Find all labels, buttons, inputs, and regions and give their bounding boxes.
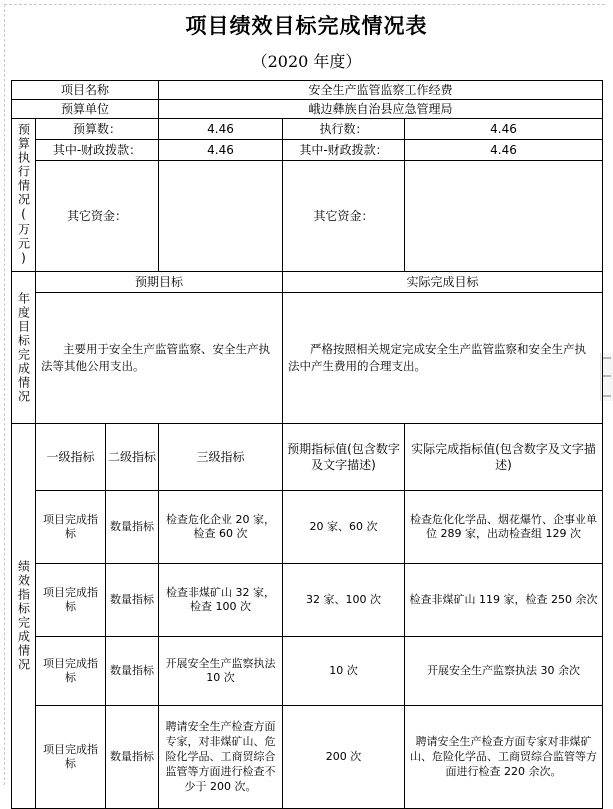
budget-unit-label: 预算单位 (12, 100, 159, 119)
execution-number-label: 执行数： (283, 119, 405, 140)
actual-target-text: 严格按照相关规定完成安全生产监管监察和安全生产执法中产生费用的合理支出。 (283, 293, 603, 424)
budget-unit-value: 峨边彝族自治县应急管理局 (159, 100, 603, 119)
indicator-expected-value: 32 家、100 次 (283, 564, 405, 637)
indicator-level3: 检查危化企业 20 家，检查 60 次 (159, 491, 283, 564)
column-header-expected: 预期指标值(包含数字及文字描述) (283, 424, 405, 491)
indicator-level1: 项目完成指标 (36, 637, 106, 706)
side-label-budget-execution (12, 119, 36, 272)
project-name-label: 项目名称 (12, 81, 159, 100)
indicator-level3: 聘请安全生产检查方面专家，对非煤矿山、危险化学品、工商贸综合监管等方面进行检查不少于 200 次。 (159, 706, 283, 809)
table-row (12, 564, 603, 637)
column-header-actual: 实际完成指标值(包含数字及文字描述) (405, 424, 603, 491)
table-row-project-name (12, 81, 603, 100)
execution-fiscal-label: 其中-财政拨款： (283, 140, 405, 161)
indicator-level1: 项目完成指标 (36, 706, 106, 809)
project-name-value: 安全生产监管监察工作经费 (159, 81, 603, 100)
indicator-expected-value: 20 家、60 次 (283, 491, 405, 564)
indicator-level1: 项目完成指标 (36, 491, 106, 564)
indicator-level2: 数量指标 (106, 706, 159, 809)
page-subtitle: （2020 年度） (251, 52, 362, 71)
execution-fiscal-value: 4.46 (405, 140, 603, 161)
budget-fiscal-value: 4.46 (159, 140, 283, 161)
indicator-level3: 检查非煤矿山 32 家，检查 100 次 (159, 564, 283, 637)
budget-other-label: 其它资金： (36, 161, 159, 272)
table-row-annual-target-headers (12, 272, 603, 293)
indicator-actual-value: 开展安全生产监察执法 30 余次 (405, 637, 603, 706)
indicator-level2: 数量指标 (106, 491, 159, 564)
table-row (12, 706, 603, 809)
table-row-indicator-headers (12, 424, 603, 491)
expected-target-text: 主要用于安全生产监管监察、安全生产执法等其他公用支出。 (36, 293, 283, 424)
side-label-performance-indicators (12, 424, 36, 809)
indicator-actual-value: 检查非煤矿山 119 家，检查 250 余次 (405, 564, 603, 637)
column-header-level2: 二级指标 (106, 424, 159, 491)
execution-number-value: 4.46 (405, 119, 603, 140)
indicator-expected-value: 10 次 (283, 637, 405, 706)
actual-target-header: 实际完成目标 (283, 272, 603, 293)
budget-fiscal-label: 其中-财政拨款： (36, 140, 159, 161)
table-row (12, 491, 603, 564)
column-header-level1: 一级指标 (36, 424, 106, 491)
indicator-level3: 开展安全生产监察执法 10 次 (159, 637, 283, 706)
column-header-level3: 三级指标 (159, 424, 283, 491)
budget-number-label: 预算数： (36, 119, 159, 140)
indicator-level2: 数量指标 (106, 564, 159, 637)
performance-report-table (11, 80, 603, 809)
indicator-expected-value: 200 次 (283, 706, 405, 809)
side-label-performance-indicators-text: 绩效指标完成情况 (16, 560, 31, 673)
indicator-actual-value: 聘请安全生产检查方面专家对非煤矿山、危险化学品、工商贸综合监管等方面进行检查 220 余次。 (405, 706, 603, 809)
table-row-fiscal-allocation (12, 140, 603, 161)
indicator-level1: 项目完成指标 (36, 564, 106, 637)
table-row-budget-unit (12, 100, 603, 119)
table-row-other-funds (12, 161, 603, 272)
table-row-annual-target-text (12, 293, 603, 424)
side-label-annual-target (12, 272, 36, 424)
side-label-budget-execution-text: 预算执行情况(万元) (16, 123, 31, 268)
execution-other-label: 其它资金： (283, 161, 405, 272)
table-row (12, 637, 603, 706)
page-title: 项目绩效目标完成情况表 (185, 13, 428, 38)
side-label-annual-target-text: 年度目标完成情况 (16, 291, 31, 404)
expected-target-header: 预期目标 (36, 272, 283, 293)
table-row-budget-number (12, 119, 603, 140)
indicator-actual-value: 检查危化化学品、烟花爆竹、企事业单位 289 家，出动检查组 129 次 (405, 491, 603, 564)
budget-other-value (159, 161, 283, 272)
budget-number-value: 4.46 (159, 119, 283, 140)
indicator-level2: 数量指标 (106, 637, 159, 706)
execution-other-value (405, 161, 603, 272)
